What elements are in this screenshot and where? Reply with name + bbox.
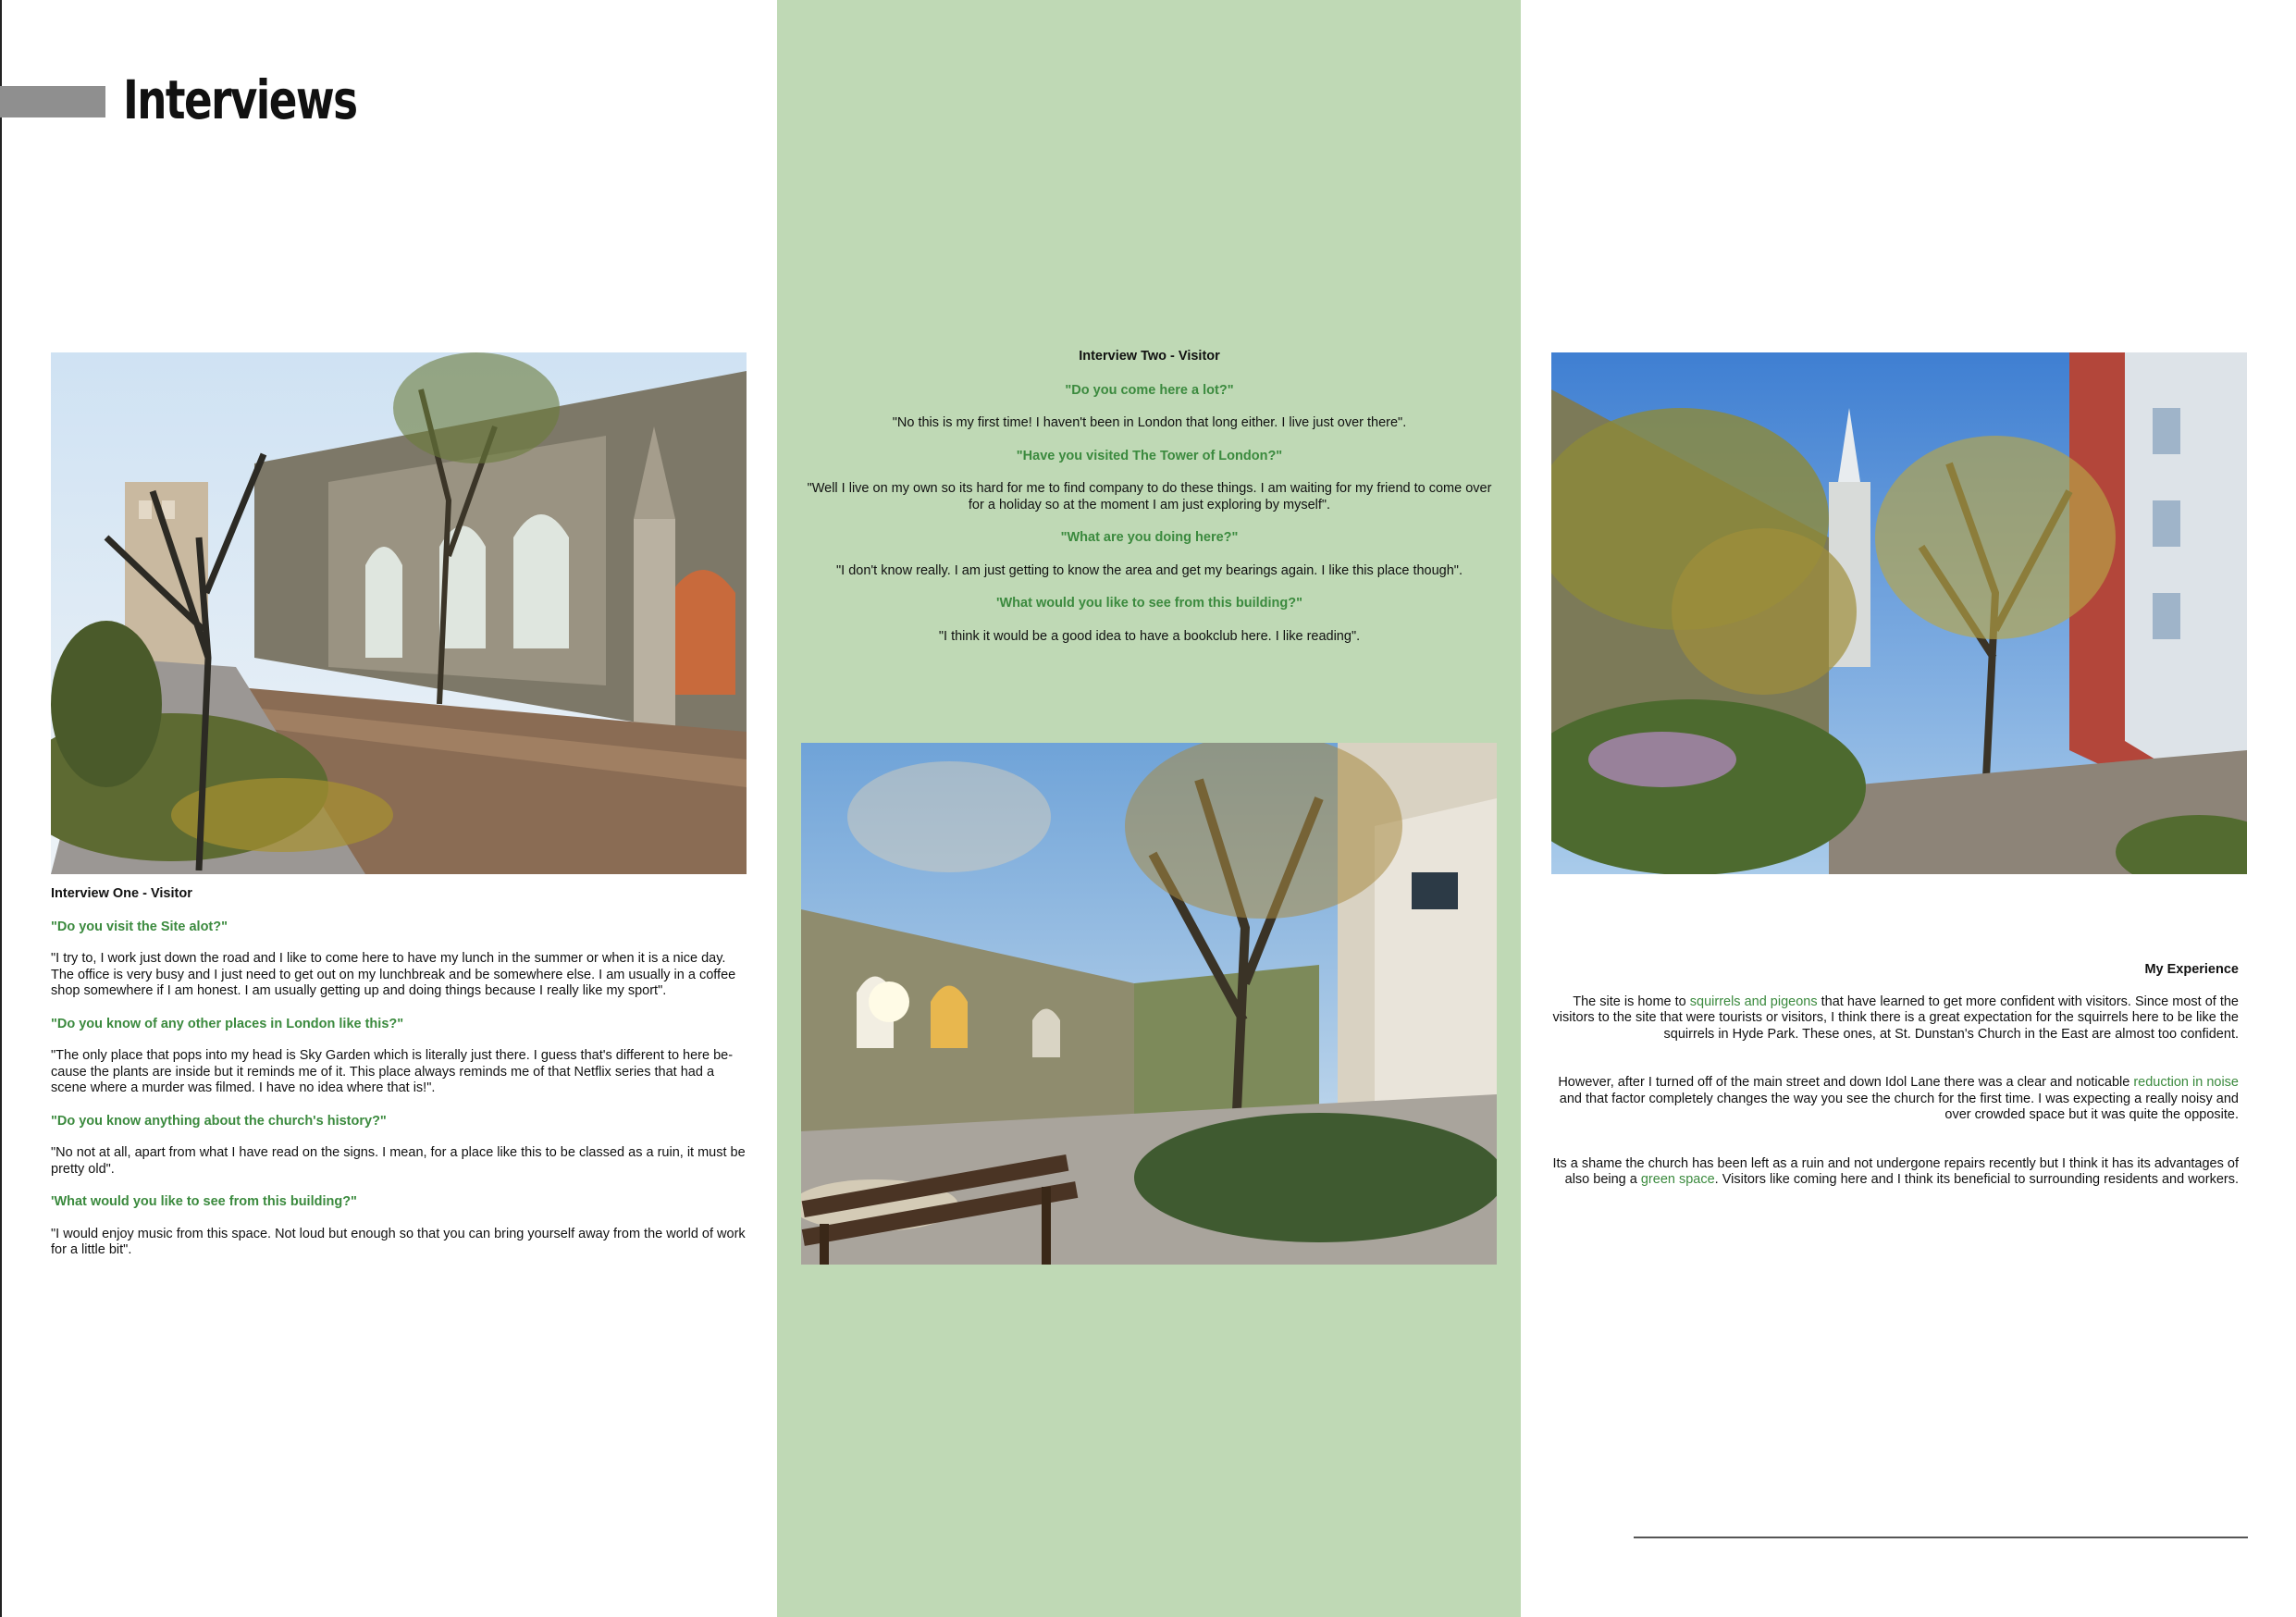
interview-two-heading: Interview Two - Visitor	[1079, 349, 1220, 364]
page-title: Interviews	[123, 68, 357, 131]
experience-paragraph-3	[1536, 1156, 2239, 1189]
experience-paragraph-1	[1536, 994, 2239, 1043]
interview-two-question-4: 'What would you like to see from this building?"	[996, 596, 1302, 611]
church-courtyard-bench-photo	[801, 743, 1497, 1265]
interview-one-heading: Interview One - Visitor	[51, 886, 192, 901]
interview-one-answer-3: "No not at all, apart from what I have read on the signs. I mean, for a place like this to be classed as a ruin, it must be pretty old".	[51, 1145, 746, 1177]
interview-two-answer-1: "No this is my first time! I haven't been in London that long either. I live just over there".	[892, 415, 1407, 430]
interview-one-answer-1: "I try to, I work just down the road and I like to come here to have my lunch in the summer or when it is a nice day. The office is very busy and I just need to get out on my lunchbreak and be somewhere else. I am usually in a coffee shop somewhere if I am honest. I am usually getting up and doing things because I really like my sport".	[51, 951, 736, 998]
interview-two-answer-2: "Well I live on my own so its hard for me to find company to do these things. I am waiting for my friend to come over for a holiday so at the moment I am just exploring by myself".	[807, 481, 1492, 512]
interview-one-question-4: 'What would you like to see from this building?"	[51, 1194, 357, 1209]
interview-one-section	[51, 886, 747, 1276]
ivy-covered-church-spire-photo	[1551, 352, 2247, 874]
experience-highlight: squirrels and pigeons	[1689, 994, 1818, 1009]
interview-one-question-1: "Do you visit the Site alot?"	[51, 919, 228, 934]
experience-text: and that factor completely changes the way you see the church for the first time. I was expecting a really noisy and over crowded space but it was quite the opposite.	[1559, 1091, 2239, 1122]
experience-text: . Visitors like coming here and I think its beneficial to surrounding residents and workers.	[1714, 1172, 2239, 1187]
interview-one-answer-4: "I would enjoy music from this space. Not loud but enough so that you can bring yourself away from the world of work for a little bit".	[51, 1226, 746, 1257]
page-edge-rule	[0, 0, 2, 1617]
interview-two-question-1: "Do you come here a lot?"	[1065, 382, 1234, 398]
church-ruin-garden-path-photo	[51, 352, 747, 874]
interview-two-answer-4: "I think it would be a good idea to have a bookclub here. I like reading".	[938, 628, 1361, 644]
interview-two-question-3: "What are you doing here?"	[1060, 530, 1239, 545]
interview-one-question-2: "Do you know of any other places in London like this?"	[51, 1016, 404, 1031]
experience-text: The site is home to	[1573, 994, 1690, 1009]
experience-text: that have learned to get more confident with visitors. Since most of the visitors to the site that were tourists or visitors, I think there is a great expectation for the squirrels here to be like the squirrels in Hyde Park. These ones, at St. Dunstan's Church in the East are almost too confident.	[1552, 994, 2239, 1042]
experience-text: Its a shame the church has been left as a ruin and not undergone repairs recently but I think it has its advantages of also being a	[1552, 1155, 2239, 1187]
interview-one-answer-2: "The only place that pops into my head is Sky Garden which is literally just there. I guess that's different to here be-cause the plants are inside but it reminds me of it. This place always reminds me of that Netflix series that had a scene where a murder was filmed. I have no idea where that is!".	[51, 1048, 734, 1095]
experience-text: However, after I turned off of the main street and down Idol Lane there was a clear and noticable	[1558, 1075, 2134, 1090]
experience-paragraph-2	[1536, 1075, 2239, 1124]
title-accent-bar	[0, 86, 105, 117]
my-experience-section	[1536, 962, 2239, 1221]
interview-two-question-2: "Have you visited The Tower of London?"	[1016, 448, 1283, 463]
experience-highlight: reduction in noise	[2133, 1075, 2239, 1090]
interview-one-question-3: "Do you know anything about the church's history?"	[51, 1113, 387, 1129]
experience-highlight: green space	[1640, 1172, 1715, 1187]
interview-two-answer-3: "I don't know really. I am just getting to know the area and get my bearings again. I like this place though".	[836, 562, 1463, 578]
my-experience-heading: My Experience	[2144, 962, 2239, 977]
footer-divider	[1634, 1537, 2248, 1538]
interview-two-section	[805, 349, 1494, 661]
